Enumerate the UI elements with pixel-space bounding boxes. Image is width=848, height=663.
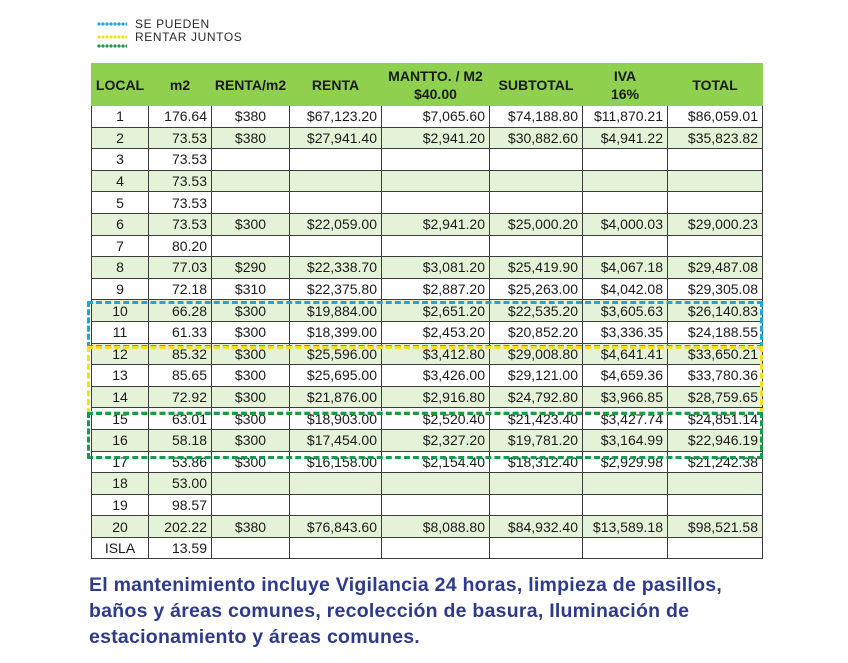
cell-subtotal: $74,188.80 (490, 106, 583, 128)
table-row (92, 537, 763, 559)
cell-subtotal: $84,932.40 (490, 516, 583, 538)
cell-renta-m2: $300 (212, 321, 290, 343)
cell-subtotal (490, 235, 583, 257)
cell-total (668, 494, 763, 516)
cell-local: 11 (92, 321, 149, 343)
cell-renta-m2 (212, 170, 290, 192)
cell-m2: 176.64 (149, 106, 212, 128)
cell-renta: $76,843.60 (290, 516, 382, 538)
table-row (92, 365, 763, 387)
cell-renta-m2: $300 (212, 386, 290, 408)
legend-row-3 (97, 43, 242, 49)
cell-renta: $18,903.00 (290, 408, 382, 430)
cell-mantto: $2,941.20 (382, 127, 490, 149)
cell-m2: 80.20 (149, 235, 212, 257)
cell-renta-m2: $380 (212, 127, 290, 149)
table-row (92, 494, 763, 516)
table-row (92, 278, 763, 300)
cell-local: 7 (92, 235, 149, 257)
cell-renta: $16,158.00 (290, 451, 382, 473)
cell-total: $24,851.14 (668, 408, 763, 430)
cell-renta (290, 537, 382, 559)
cell-renta: $19,884.00 (290, 300, 382, 322)
maintenance-note: El mantenimiento incluye Vigilancia 24 horas, limpieza de pasillos, baños y áreas comunes, recolección de basura, Iluminación de estacionamiento y áreas comunes. (89, 574, 723, 648)
cell-renta-m2: $300 (212, 408, 290, 430)
cell-renta-m2: $300 (212, 343, 290, 365)
cell-iva: $4,042.08 (583, 278, 668, 300)
legend-row-2 (97, 30, 242, 43)
cell-iva (583, 494, 668, 516)
table-row (92, 408, 763, 430)
cell-total: $24,188.55 (668, 321, 763, 343)
green-dots-icon (97, 44, 127, 48)
cell-renta: $22,338.70 (290, 257, 382, 279)
table-row (92, 429, 763, 451)
header-renta-m2: RENTA/m2 (212, 64, 290, 106)
cell-subtotal: $30,882.60 (490, 127, 583, 149)
cell-local: 14 (92, 386, 149, 408)
cell-renta-m2: $380 (212, 516, 290, 538)
cell-mantto (382, 192, 490, 214)
cell-mantto: $3,081.20 (382, 257, 490, 279)
cell-m2: 63.01 (149, 408, 212, 430)
cell-total: $22,946.19 (668, 429, 763, 451)
cell-mantto: $3,426.00 (382, 365, 490, 387)
cell-renta-m2 (212, 149, 290, 171)
cell-subtotal: $29,121.00 (490, 365, 583, 387)
cell-m2: 72.92 (149, 386, 212, 408)
cell-local: 4 (92, 170, 149, 192)
table-row (92, 516, 763, 538)
cell-iva (583, 537, 668, 559)
table-row (92, 127, 763, 149)
cell-subtotal: $18,312.40 (490, 451, 583, 473)
yellow-dots-icon (97, 35, 127, 39)
cell-mantto (382, 170, 490, 192)
cell-m2: 202.22 (149, 516, 212, 538)
cell-subtotal (490, 149, 583, 171)
cell-m2: 73.53 (149, 127, 212, 149)
cell-total (668, 149, 763, 171)
cell-iva (583, 170, 668, 192)
cell-total: $35,823.82 (668, 127, 763, 149)
cell-subtotal (490, 192, 583, 214)
header-iva (583, 64, 668, 106)
cell-total: $26,140.83 (668, 300, 763, 322)
cell-iva: $4,000.03 (583, 213, 668, 235)
header-iva-rate: 16% (610, 85, 640, 102)
cell-local: 13 (92, 365, 149, 387)
cell-renta-m2: $310 (212, 278, 290, 300)
cell-subtotal: $22,535.20 (490, 300, 583, 322)
cell-renta: $27,941.40 (290, 127, 382, 149)
cell-m2: 73.53 (149, 170, 212, 192)
cell-local: 8 (92, 257, 149, 279)
cell-m2: 53.00 (149, 473, 212, 495)
cell-mantto: $7,065.60 (382, 106, 490, 128)
cell-mantto: $2,887.20 (382, 278, 490, 300)
table-row (92, 213, 763, 235)
cell-mantto: $2,154.40 (382, 451, 490, 473)
cell-subtotal: $19,781.20 (490, 429, 583, 451)
cell-m2: 72.18 (149, 278, 212, 300)
cell-mantto: $2,916.80 (382, 386, 490, 408)
cell-renta (290, 192, 382, 214)
cell-renta-m2: $300 (212, 451, 290, 473)
cell-total: $86,059.01 (668, 106, 763, 128)
table-row (92, 192, 763, 214)
cell-m2: 58.18 (149, 429, 212, 451)
header-iva-label: IVA (613, 67, 637, 84)
cell-m2: 53.86 (149, 451, 212, 473)
cell-iva: $13,589.18 (583, 516, 668, 538)
table-row (92, 473, 763, 495)
header-local: LOCAL (92, 64, 149, 106)
cell-mantto: $2,327.20 (382, 429, 490, 451)
legend-row-1 (97, 17, 242, 30)
cell-renta (290, 235, 382, 257)
table-row (92, 106, 763, 128)
cell-mantto: $2,520.40 (382, 408, 490, 430)
cell-iva: $4,659.36 (583, 365, 668, 387)
cell-renta-m2 (212, 494, 290, 516)
cell-subtotal: $24,792.80 (490, 386, 583, 408)
cell-subtotal: $20,852.20 (490, 321, 583, 343)
cell-mantto (382, 537, 490, 559)
cell-subtotal (490, 494, 583, 516)
cell-m2: 66.28 (149, 300, 212, 322)
cell-renta (290, 170, 382, 192)
cell-total (668, 192, 763, 214)
cell-renta: $25,695.00 (290, 365, 382, 387)
legend-label-2: RENTAR JUNTOS (135, 29, 243, 44)
cell-m2: 73.53 (149, 213, 212, 235)
cell-total: $29,305.08 (668, 278, 763, 300)
cell-renta-m2: $300 (212, 213, 290, 235)
cell-renta (290, 149, 382, 171)
cell-iva (583, 192, 668, 214)
cell-renta-m2 (212, 192, 290, 214)
cell-renta: $17,454.00 (290, 429, 382, 451)
cell-m2: 85.65 (149, 365, 212, 387)
cell-iva: $2,929.98 (583, 451, 668, 473)
cell-m2: 73.53 (149, 192, 212, 214)
cell-iva (583, 473, 668, 495)
cell-local: 1 (92, 106, 149, 128)
cell-local: 10 (92, 300, 149, 322)
cell-renta-m2: $300 (212, 365, 290, 387)
cell-total (668, 537, 763, 559)
cell-m2: 98.57 (149, 494, 212, 516)
cell-local: 6 (92, 213, 149, 235)
table-row (92, 321, 763, 343)
cell-renta (290, 473, 382, 495)
cell-total: $29,487.08 (668, 257, 763, 279)
cell-renta: $21,876.00 (290, 386, 382, 408)
cell-subtotal (490, 473, 583, 495)
cell-local: 19 (92, 494, 149, 516)
table-row (92, 386, 763, 408)
header-mantto-rate: $40.00 (414, 85, 457, 102)
cell-local: 16 (92, 429, 149, 451)
blue-dots-icon (97, 22, 127, 26)
table-row (92, 149, 763, 171)
cell-renta: $25,596.00 (290, 343, 382, 365)
cell-subtotal: $25,419.90 (490, 257, 583, 279)
rent-table (91, 63, 763, 559)
cell-local: 12 (92, 343, 149, 365)
cell-subtotal (490, 537, 583, 559)
cell-total: $98,521.58 (668, 516, 763, 538)
cell-total: $21,242.38 (668, 451, 763, 473)
cell-local: 18 (92, 473, 149, 495)
cell-mantto: $2,453.20 (382, 321, 490, 343)
cell-local: 2 (92, 127, 149, 149)
cell-iva: $3,966.85 (583, 386, 668, 408)
cell-subtotal (490, 170, 583, 192)
cell-iva (583, 149, 668, 171)
header-subtotal: SUBTOTAL (490, 64, 583, 106)
cell-total: $33,780.36 (668, 365, 763, 387)
cell-subtotal: $21,423.40 (490, 408, 583, 430)
cell-m2: 77.03 (149, 257, 212, 279)
cell-mantto: $2,941.20 (382, 213, 490, 235)
table-row (92, 170, 763, 192)
cell-total: $33,650.21 (668, 343, 763, 365)
cell-subtotal: $29,008.80 (490, 343, 583, 365)
cell-iva: $3,605.63 (583, 300, 668, 322)
cell-local: ISLA (92, 537, 149, 559)
cell-renta-m2 (212, 235, 290, 257)
cell-m2: 61.33 (149, 321, 212, 343)
cell-total (668, 235, 763, 257)
cell-local: 5 (92, 192, 149, 214)
cell-renta: $22,375.80 (290, 278, 382, 300)
cell-mantto: $2,651.20 (382, 300, 490, 322)
cell-renta (290, 494, 382, 516)
header-mantto-label: MANTTO. / M2 (388, 67, 483, 84)
cell-renta-m2: $300 (212, 300, 290, 322)
cell-iva: $4,067.18 (583, 257, 668, 279)
header-m2: m2 (149, 64, 212, 106)
cell-subtotal: $25,263.00 (490, 278, 583, 300)
cell-mantto (382, 149, 490, 171)
cell-iva: $4,641.41 (583, 343, 668, 365)
cell-renta-m2 (212, 473, 290, 495)
cell-renta: $22,059.00 (290, 213, 382, 235)
header-mantto (382, 64, 490, 106)
cell-iva (583, 235, 668, 257)
cell-total: $29,000.23 (668, 213, 763, 235)
cell-renta-m2: $380 (212, 106, 290, 128)
cell-iva: $4,941.22 (583, 127, 668, 149)
cell-renta: $18,399.00 (290, 321, 382, 343)
table-row (92, 235, 763, 257)
cell-mantto (382, 235, 490, 257)
cell-mantto (382, 494, 490, 516)
cell-iva: $11,870.21 (583, 106, 668, 128)
header-total: TOTAL (668, 64, 763, 106)
table-row (92, 257, 763, 279)
table-row (92, 300, 763, 322)
cell-local: 17 (92, 451, 149, 473)
cell-subtotal: $25,000.20 (490, 213, 583, 235)
cell-renta-m2: $290 (212, 257, 290, 279)
cell-m2: 73.53 (149, 149, 212, 171)
cell-iva: $3,164.99 (583, 429, 668, 451)
table-body (92, 106, 763, 559)
cell-local: 9 (92, 278, 149, 300)
header-renta: RENTA (290, 64, 382, 106)
cell-renta-m2: $300 (212, 429, 290, 451)
cell-renta-m2 (212, 537, 290, 559)
cell-mantto: $8,088.80 (382, 516, 490, 538)
cell-mantto: $3,412.80 (382, 343, 490, 365)
legend-label-1: SE PUEDEN (135, 16, 210, 31)
cell-total: $28,759.65 (668, 386, 763, 408)
table-row (92, 343, 763, 365)
cell-total (668, 473, 763, 495)
table-row (92, 451, 763, 473)
cell-local: 3 (92, 149, 149, 171)
cell-local: 15 (92, 408, 149, 430)
cell-local: 20 (92, 516, 149, 538)
cell-iva: $3,427.74 (583, 408, 668, 430)
table-header-row (92, 64, 763, 106)
cell-mantto (382, 473, 490, 495)
cell-total (668, 170, 763, 192)
legend (97, 17, 242, 49)
cell-iva: $3,336.35 (583, 321, 668, 343)
cell-renta: $67,123.20 (290, 106, 382, 128)
cell-m2: 85.32 (149, 343, 212, 365)
cell-m2: 13.59 (149, 537, 212, 559)
